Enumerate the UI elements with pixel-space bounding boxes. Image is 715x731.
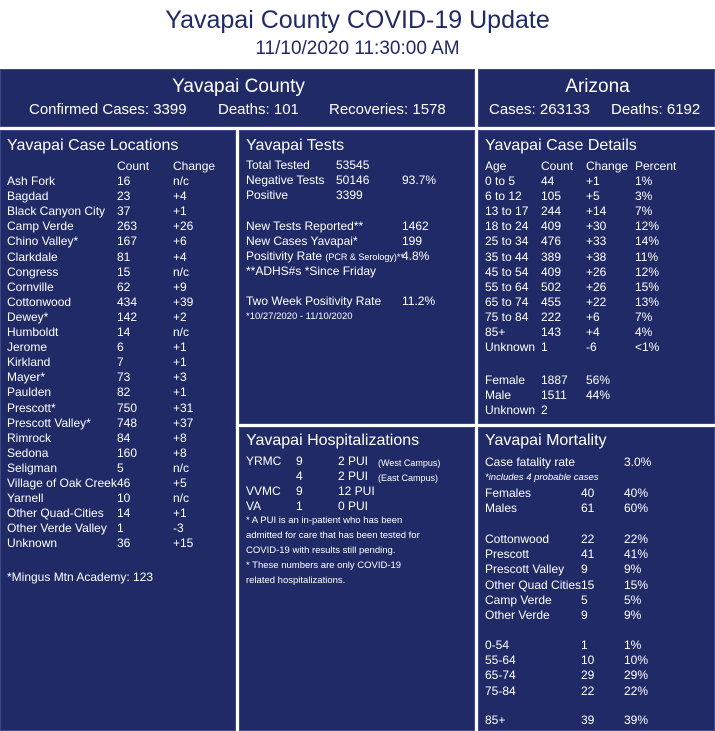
location-change: +4 <box>173 189 187 204</box>
details-change-header: Change <box>586 159 629 173</box>
mortality-percent: 22% <box>624 683 649 698</box>
negative-label: Negative Tests <box>246 173 325 187</box>
pui-note-5: related hospitalizations. <box>246 575 346 586</box>
mortality-count: 61 <box>581 501 595 516</box>
mortality-percent: 22% <box>624 532 649 546</box>
location-count: 23 <box>117 189 131 204</box>
hospital-name: VVMC <box>246 484 281 498</box>
case-locations-panel <box>0 130 236 731</box>
mortality-count: 5 <box>581 592 588 607</box>
mortality-label: Camp Verde <box>485 592 552 607</box>
new-tests-value: 1462 <box>402 219 429 233</box>
location-change: +5 <box>173 476 187 490</box>
location-count: 73 <box>117 370 131 385</box>
mortality-label: Prescott <box>485 547 530 562</box>
age-change: +6 <box>586 309 600 324</box>
location-name: Village of Oak Creek <box>7 476 117 490</box>
mortality-count: 29 <box>581 668 595 683</box>
mortality-count: 22 <box>581 532 595 546</box>
age-group: 0 to 5 <box>485 174 516 188</box>
sex-count: 2 <box>541 403 548 418</box>
mortality-percent: 40% <box>624 486 649 500</box>
location-count: 160 <box>117 445 138 460</box>
location-name: Black Canyon City <box>7 204 106 219</box>
location-count: 62 <box>117 279 131 294</box>
locations-change-header: Change <box>173 159 216 173</box>
arizona-title: Arizona <box>565 76 630 97</box>
probable-note: *includes 4 probable cases <box>485 472 599 483</box>
county-title: Yavapai County <box>172 76 305 97</box>
location-name: Bagdad <box>7 189 49 204</box>
sex-percent: 44% <box>586 388 611 403</box>
sex-count: 1511 <box>541 388 567 403</box>
location-count: 14 <box>117 506 131 521</box>
mortality-label: 55-64 <box>485 653 516 668</box>
location-name: Seligman <box>7 460 58 475</box>
case-details-panel <box>478 130 715 424</box>
mortality-label: Females <box>485 486 532 500</box>
age-group: 25 to 34 <box>485 234 529 249</box>
page-title: Yavapai County COVID-19 Update <box>165 6 550 34</box>
age-count: 409 <box>541 264 562 279</box>
age-change: +1 <box>586 174 600 188</box>
mortality-count: 1 <box>581 638 588 652</box>
age-change: +38 <box>586 249 607 264</box>
total-tested-value: 53545 <box>336 158 370 172</box>
hospital-count: 9 <box>296 454 303 468</box>
tests-notes: **ADHS#s *Since Friday <box>246 264 377 278</box>
location-count: 46 <box>117 476 131 490</box>
age-percent: 15% <box>635 279 660 294</box>
location-name: Paulden <box>7 385 52 400</box>
two-week-label: Two Week Positivity Rate <box>246 294 382 308</box>
hospital-name: YRMC <box>246 454 282 468</box>
hospitalizations-title: Yavapai Hospitalizations <box>246 432 420 449</box>
age-count: 1 <box>541 340 548 355</box>
age-group: 65 to 74 <box>485 294 529 309</box>
location-name: Other Quad-Cities <box>7 506 104 521</box>
mortality-percent: 41% <box>624 547 649 562</box>
age-percent: 3% <box>635 189 653 204</box>
age-group: 75 to 84 <box>485 309 529 324</box>
details-title: Yavapai Case Details <box>485 137 637 154</box>
mortality-count: 41 <box>581 547 595 562</box>
mortality-label: Other Quad Cities <box>485 577 582 592</box>
age-group: 55 to 64 <box>485 279 529 294</box>
location-change: -3 <box>173 521 184 536</box>
arizona-summary-panel <box>478 69 715 127</box>
hospital-pui: 2 PUI <box>338 469 369 483</box>
new-cases-label: New Cases Yavapai* <box>246 234 358 248</box>
mortality-percent: 9% <box>624 608 642 622</box>
mortality-count: 40 <box>581 486 595 500</box>
location-change: n/c <box>173 460 190 475</box>
location-name: Congress <box>7 264 59 279</box>
age-percent: 11% <box>635 249 659 264</box>
negative-percent: 93.7% <box>402 173 437 187</box>
age-change: +30 <box>586 219 607 234</box>
location-count: 84 <box>117 430 131 445</box>
age-count: 502 <box>541 279 562 294</box>
location-count: 263 <box>117 219 138 234</box>
update-datetime: 11/10/2020 11:30:00 AM <box>255 38 460 59</box>
sex-label: Male <box>485 388 512 403</box>
county-summary-panel <box>0 69 475 127</box>
location-change: n/c <box>173 491 190 506</box>
location-name: Sedona <box>7 445 49 460</box>
age-count: 105 <box>541 189 562 204</box>
positivity-value: 4.8% <box>402 249 430 263</box>
pui-note-3: COVID-19 with results still pending. <box>246 545 396 556</box>
age-change: +14 <box>586 204 607 219</box>
location-name: Ash Fork <box>7 174 56 188</box>
age-count: 476 <box>541 234 562 249</box>
hospital-campus: (West Campus) <box>378 458 441 468</box>
location-count: 82 <box>117 385 131 400</box>
county-recoveries: Recoveries: 1578 <box>329 101 446 118</box>
mortality-percent: 39% <box>624 713 649 727</box>
mortality-count: 39 <box>581 713 595 727</box>
location-name: Jerome <box>7 340 48 355</box>
mortality-label: 75-84 <box>485 683 516 698</box>
county-confirmed: Confirmed Cases: 3399 <box>29 101 187 118</box>
location-change: +31 <box>173 400 194 415</box>
mortality-title: Yavapai Mortality <box>485 432 607 449</box>
mortality-label: 0-54 <box>485 638 510 652</box>
age-group: 85+ <box>485 325 506 339</box>
location-count: 16 <box>117 174 131 188</box>
locations-footnote: *Mingus Mtn Academy: 123 <box>7 570 154 584</box>
mortality-percent: 9% <box>624 562 642 577</box>
location-count: 36 <box>117 536 131 551</box>
age-group: 18 to 24 <box>485 219 529 234</box>
age-count: 244 <box>541 204 562 219</box>
age-change: +26 <box>586 279 607 294</box>
locations-count-header: Count <box>117 159 150 173</box>
two-week-value: 11.2% <box>402 294 436 308</box>
age-change: +5 <box>586 189 600 204</box>
location-change: +8 <box>173 430 187 445</box>
hospitalizations-panel <box>239 427 475 731</box>
age-group: 6 to 12 <box>485 189 522 204</box>
arizona-cases: Cases: 263133 <box>489 101 590 118</box>
mortality-label: 65-74 <box>485 668 516 683</box>
sex-label: Unknown <box>485 403 536 418</box>
location-count: 37 <box>117 204 131 219</box>
age-count: 455 <box>541 294 562 309</box>
location-change: +39 <box>173 294 194 309</box>
location-name: Kirkland <box>7 355 51 370</box>
location-name: Humboldt <box>7 325 59 339</box>
location-name: Clarkdale <box>7 249 58 264</box>
location-name: Cottonwood <box>7 294 72 309</box>
sex-label: Female <box>485 373 526 387</box>
tests-panel <box>239 130 475 424</box>
hospital-pui: 2 PUI <box>338 454 369 468</box>
location-name: Mayer* <box>7 370 46 385</box>
negative-value: 50146 <box>336 173 370 187</box>
age-change: +26 <box>586 264 607 279</box>
location-name: Prescott* <box>7 400 56 415</box>
location-change: +1 <box>173 506 187 521</box>
new-cases-value: 199 <box>402 234 423 248</box>
cfr-value: 3.0% <box>624 455 652 469</box>
location-change: +8 <box>173 445 187 460</box>
location-change: n/c <box>173 264 190 279</box>
age-group: 45 to 54 <box>485 264 529 279</box>
location-change: +3 <box>173 370 187 385</box>
age-group: Unknown <box>485 340 536 355</box>
location-count: 1 <box>117 521 124 536</box>
positivity-label-text: Positivity Rate <box>246 249 323 263</box>
hospital-campus: (East Campus) <box>378 473 439 483</box>
sex-percent: 56% <box>586 373 611 387</box>
hospital-count: 1 <box>296 499 303 513</box>
location-change: +26 <box>173 219 194 234</box>
location-change: +1 <box>173 355 187 370</box>
location-change: +1 <box>173 340 187 355</box>
mortality-percent: 5% <box>624 592 642 607</box>
age-percent: 12% <box>635 264 660 279</box>
mortality-label: Cottonwood <box>485 532 550 546</box>
location-change: +1 <box>173 385 187 400</box>
location-count: 7 <box>117 355 124 370</box>
location-name: Yarnell <box>7 491 44 506</box>
mortality-count: 10 <box>581 653 595 668</box>
location-count: 14 <box>117 325 131 339</box>
positivity-sub: (PCR & Serology)** <box>325 252 404 262</box>
location-change: +6 <box>173 234 187 249</box>
hospital-pui: 12 PUI <box>338 484 375 498</box>
location-count: 5 <box>117 460 124 475</box>
age-change: -6 <box>586 340 597 355</box>
location-change: +15 <box>173 536 194 551</box>
mortality-percent: 15% <box>624 577 649 592</box>
age-percent: 7% <box>635 309 653 324</box>
location-count: 15 <box>117 264 131 279</box>
mortality-percent: 1% <box>624 638 642 652</box>
location-name: Dewey* <box>7 309 49 324</box>
mortality-percent: 60% <box>624 501 649 516</box>
mortality-label: Other Verde <box>485 608 550 622</box>
location-count: 6 <box>117 340 124 355</box>
age-change: +22 <box>586 294 607 309</box>
age-group: 13 to 17 <box>485 204 529 219</box>
age-percent: 1% <box>635 174 653 188</box>
location-name: Prescott Valley* <box>7 415 91 430</box>
arizona-deaths: Deaths: 6192 <box>611 101 701 118</box>
age-percent: 12% <box>635 219 660 234</box>
location-count: 748 <box>117 415 138 430</box>
mortality-label: 85+ <box>485 713 506 727</box>
mortality-label: Prescott Valley <box>485 562 565 577</box>
location-count: 10 <box>117 491 131 506</box>
location-count: 81 <box>117 249 131 264</box>
tests-title: Yavapai Tests <box>246 137 345 154</box>
location-change: +9 <box>173 279 187 294</box>
location-name: Cornville <box>7 279 54 294</box>
mortality-count: 22 <box>581 683 595 698</box>
total-tested-label: Total Tested <box>246 158 310 172</box>
age-count: 389 <box>541 249 562 264</box>
location-change: n/c <box>173 325 190 339</box>
positivity-label <box>246 249 404 264</box>
age-count: 143 <box>541 325 562 339</box>
mortality-panel <box>478 427 715 731</box>
location-name: Unknown <box>7 536 58 551</box>
location-change: +4 <box>173 249 187 264</box>
location-change: +37 <box>173 415 194 430</box>
age-count: 409 <box>541 219 562 234</box>
location-change: +1 <box>173 204 187 219</box>
mortality-count: 9 <box>581 608 588 622</box>
pui-note-4: * These numbers are only COVID-19 <box>246 560 402 571</box>
positive-value: 3399 <box>336 188 363 202</box>
details-percent-header: Percent <box>635 159 677 173</box>
age-percent: 13% <box>635 294 660 309</box>
mortality-count: 15 <box>581 577 595 592</box>
location-name: Camp Verde <box>7 219 74 234</box>
hospital-pui: 0 PUI <box>338 499 369 513</box>
mortality-percent: 29% <box>624 668 649 683</box>
age-percent: 7% <box>635 204 653 219</box>
county-deaths: Deaths: 101 <box>218 101 299 118</box>
location-change: n/c <box>173 174 190 188</box>
age-group: 35 to 44 <box>485 249 529 264</box>
hospital-count: 9 <box>296 484 303 498</box>
mortality-count: 9 <box>581 562 588 577</box>
age-percent: <1% <box>635 340 660 355</box>
positive-label: Positive <box>246 188 289 202</box>
two-week-range: *10/27/2020 - 11/10/2020 <box>246 311 353 322</box>
location-count: 434 <box>117 294 138 309</box>
locations-title: Yavapai Case Locations <box>7 137 179 154</box>
age-change: +33 <box>586 234 607 249</box>
location-change: +2 <box>173 309 187 324</box>
hospital-name: VA <box>246 499 262 513</box>
location-count: 750 <box>117 400 138 415</box>
pui-note-2: admitted for care that has been tested for <box>246 530 420 541</box>
location-count: 142 <box>117 309 138 324</box>
details-count-header: Count <box>541 159 574 173</box>
age-percent: 14% <box>635 234 660 249</box>
new-tests-label: New Tests Reported** <box>246 219 364 233</box>
cfr-label: Case fatality rate <box>485 455 576 469</box>
location-count: 167 <box>117 234 138 249</box>
age-count: 222 <box>541 309 562 324</box>
location-name: Other Verde Valley <box>7 521 107 536</box>
mortality-percent: 10% <box>624 653 649 668</box>
pui-note-1: * A PUI is an in-patient who has been <box>246 515 403 526</box>
sex-count: 1887 <box>541 373 568 387</box>
hospital-count: 4 <box>296 469 303 483</box>
details-age-header: Age <box>485 159 507 173</box>
mortality-label: Males <box>485 501 518 516</box>
age-percent: 4% <box>635 325 653 339</box>
location-name: Chino Valley* <box>7 234 79 249</box>
age-change: +4 <box>586 325 600 339</box>
age-count: 44 <box>541 174 555 188</box>
location-name: Rimrock <box>7 430 51 445</box>
